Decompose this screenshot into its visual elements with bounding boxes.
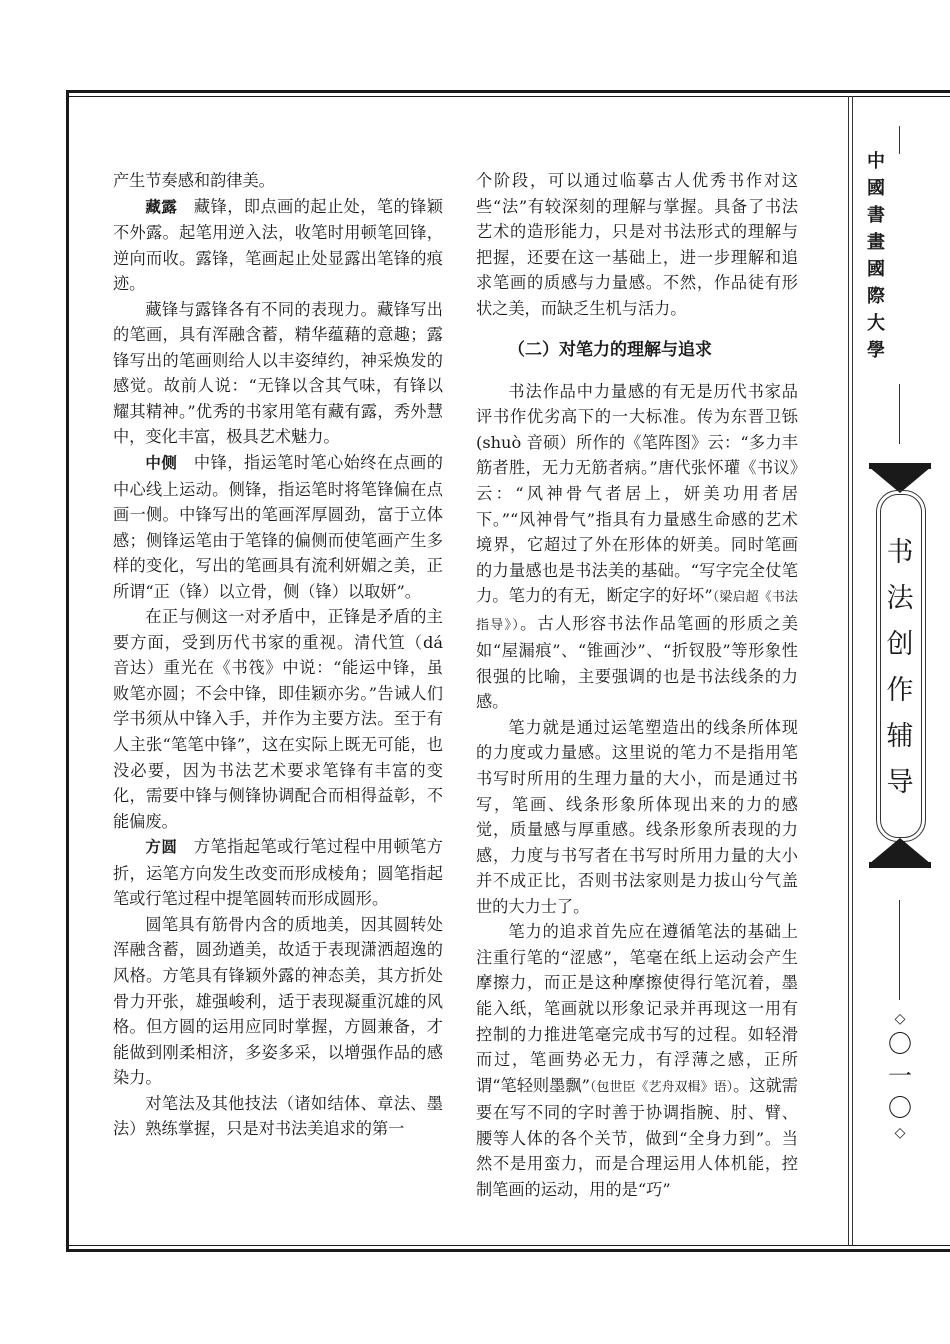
book-title-char: 书	[886, 537, 914, 568]
title-frame-bottom-arrow	[869, 838, 931, 864]
paragraph	[113, 834, 443, 912]
paragraph: 在正与侧这一对矛盾中，正锋是矛盾的主要方面，受到历代书家的重视。清代笪（dá 音达）重光在《书筏》中说：“能运中锋，虽败笔亦圆；不会中锋，即佳颖亦劣。”告诫人们学书须从中锋入手，并作为主要方法。至于有人主张“笔笔中锋”，这在实际上既无可能，也没必要，因为书法艺术要求笔锋有丰富的变化，需要中锋与侧锋协调配合而相得益彰，不能偏废。	[113, 607, 443, 831]
diamond-icon: ◇	[894, 1011, 906, 1027]
paragraph	[113, 450, 443, 604]
sidebar-ornament-line	[899, 900, 900, 1000]
univ-char: 畫	[867, 232, 885, 253]
paragraph-text: 方笔指起笔或行笔过程中用顿笔方折，运笔方向发生改变而形成棱角；圆笔指起笔或行笔过程中提笔圆转而形成圆形。	[113, 837, 443, 909]
book-title-char: 作	[886, 675, 914, 706]
univ-char: 學	[867, 340, 885, 361]
paragraph: 个阶段，可以通过临摹古人优秀书作对这些“法”有较深刻的理解与掌握。具备了书法艺术的造形能力，只是对书法形式的理解与把握，还要在这一基础上，进一步理解和追求笔画的质感与力量感。不然，作品徒有形状之美，而缺乏生机与活力。	[476, 171, 798, 318]
sidebar-divider	[848, 96, 849, 1246]
sidebar-ornament-line	[899, 384, 900, 444]
citation: （包世臣《艺舟双楫》语）	[589, 1079, 734, 1095]
paragraph: 对笔法及其他技法（诸如结体、章法、墨法）熟练掌握，只是对书法美追求的第一	[113, 1093, 443, 1139]
book-title-char: 辅	[886, 721, 914, 752]
univ-char: 中	[867, 151, 885, 172]
frame-bottom-rule	[66, 1249, 950, 1252]
paragraph-text: 中锋，指运笔时笔心始终在点画的中心线上运动。侧锋，指运笔时将笔锋偏在点画一侧。中锋写出的笔画浑厚圆劲，富于立体感；侧锋运笔由于笔锋的偏侧而使笔画产生多样的变化，写出的笔画具有流利妍媚之美，正所谓“正（锋）以立骨，侧（锋）以取妍”。	[113, 453, 443, 601]
frame-bottom-thin-rule	[66, 1245, 950, 1246]
text-column-right	[476, 168, 798, 1202]
univ-char: 書	[867, 205, 885, 226]
paragraph-text: 书法作品中力量感的有无是历代书家品评书作优劣高下的一大标准。传为东晋卫铄(shuò 音硕）所作的《笔阵图》云：“多力丰筋者胜，无力无筋者病。”唐代张怀瓘《书议》云：“风神骨气者居上，妍美功用者居下。”“风神骨气”指具有力量感生命感的艺术境界，它超过了外在形体的妍美。同时笔画的力量感也是书法美的基础。“写字完全仗笔力。笔力的有无，断定字的好坏”	[476, 381, 798, 606]
univ-char: 國	[867, 259, 885, 280]
paragraph-text: 藏锋，即点画的起止处，笔的锋颖不外露。起笔用逆入法，收笔时用顿笔回锋，逆向而收。露锋，笔画起止处显露出笔锋的痕迹。	[113, 196, 443, 294]
book-title-char: 法	[886, 583, 914, 614]
citation: （梁启超《书法指导》）	[476, 590, 798, 633]
univ-char: 際	[867, 286, 885, 307]
paragraph: 圆笔具有筋骨内含的质地美，因其圆转处浑融含蓄，圆劲遒美，故适于表现潇洒超逸的风格。方笔具有锋颖外露的神态美，其方折处骨力开张，雄强峻利，适于表现凝重沉雄的风格。但方圆的运用应同时掌握，方圆兼备，才能做到刚柔相济，多姿多采，以增强作品的感染力。	[113, 914, 443, 1088]
paragraph	[113, 194, 443, 297]
paragraph	[476, 919, 798, 1202]
book-title-char: 导	[886, 767, 914, 798]
term-label: 中侧	[145, 454, 178, 473]
frame-top-rule	[66, 90, 950, 93]
sidebar-divider-inner	[852, 96, 853, 1246]
title-frame-bottom-bar	[869, 862, 931, 868]
book-title-vertical	[880, 530, 920, 806]
term-label: 方圆	[145, 838, 178, 857]
frame-top-thin-rule	[66, 96, 950, 97]
paragraph	[476, 379, 798, 715]
page-digit: 〇	[888, 1094, 912, 1122]
section-heading: （二）对笔力的理解与追求	[508, 340, 712, 361]
paragraph: 藏锋与露锋各有不同的表现力。藏锋写出的笔画，具有浑融含蓄，精华蕴藉的意趣；露锋写出的笔画则给人以丰姿绰约，神采焕发的感觉。故前人说：“无锋以含其气味，有锋以耀其精神。”优秀的书家用笔有藏有露，秀外慧中，变化丰富，极具艺术魅力。	[113, 299, 443, 447]
text-column-left	[113, 168, 443, 1142]
paragraph: 笔力就是通过运笔塑造出的线条所体现的力度或力量感。这里说的笔力不是指用笔书写时所用的生理力量的大小，而是通过书写，笔画、线条形象所体现出来的力的感觉，质量感与厚重感。线条形象所表现的力感，力度与书写者在书写时所用力量的大小并不成正比，否则书法家则是力拔山兮气盖世的大力士了。	[476, 717, 798, 916]
book-title-char: 创	[886, 629, 914, 660]
frame-left-rule	[66, 90, 69, 1252]
diamond-icon: ◇	[894, 1125, 906, 1141]
page-digit: 一	[888, 1062, 912, 1090]
page-number-vertical	[886, 1010, 914, 1142]
paragraph: 产生节奏感和韵律美。	[113, 171, 275, 190]
university-name-vertical	[864, 148, 888, 364]
page-digit: 〇	[888, 1030, 912, 1058]
term-label: 藏露	[145, 197, 178, 216]
paragraph-text: 。这就需要在写不同的字时善于协调指腕、肘、臂、腰等人体的各个关节，做到“全身力到”。当然不是用蛮力，而是合理运用人体机能，控制笔画的运动，用的是“巧”	[476, 1075, 798, 1199]
sidebar-ornament-line	[899, 126, 900, 154]
paragraph-text: 。古人形容书法作品笔画的形质之美如“屋漏痕”、“锥画沙”、“折钗股”等形象性很强的比喻，主要强调的也是书法线条的力感。	[476, 613, 798, 712]
univ-char: 大	[867, 313, 885, 334]
paragraph-text: 笔力的追求首先应在遵循笔法的基础上注重行笔的“涩感”，笔毫在纸上运动会产生摩擦力，而正是这种摩擦使得行笔沉着，墨能入纸，笔画就以形象记录并再现这一用有控制的力推进笔毫完成书写的过程。如轻滑而过，笔画势必无力，有浮薄之感，正所谓“笔轻则墨飘”	[476, 922, 798, 1095]
univ-char: 國	[867, 178, 885, 199]
